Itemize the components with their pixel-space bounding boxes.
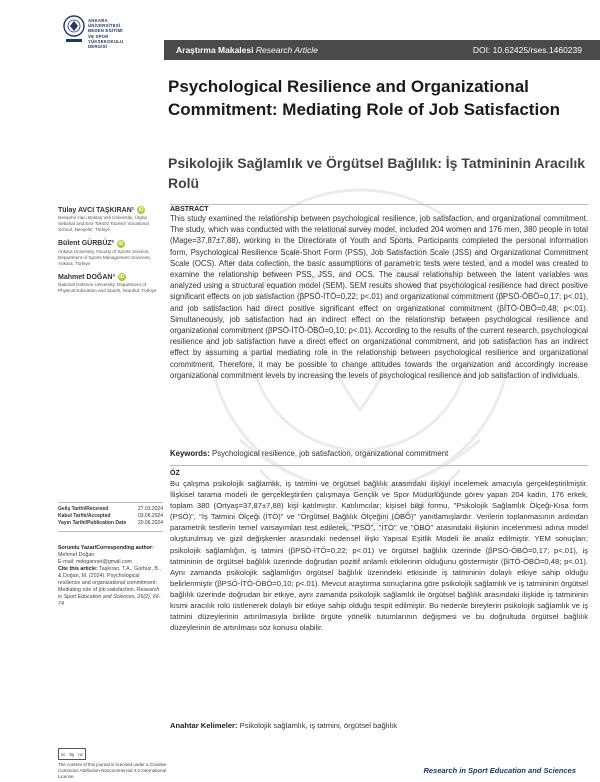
keywords: Keywords: Psychological resilience, job satisfaction, organizational commitment [170, 449, 449, 458]
orcid-icon[interactable]: iD [119, 274, 125, 281]
correspondence-block: Sorumlu Yazar/Corresponding author: Mehmet Doğan E-mail: mdogannet@gmail.com Cite this article: Taşkıran, T.A., Gürbüz, B., & Doğan, M. (2024). Psychological resilience and organizational commitment: Mediating role of job satisfaction. Research in Sport Education and Sciences, 26(2), 66-74 [58, 545, 163, 608]
oz-text: Bu çalışma psikolojik sağlamlık, iş tatmini ve örgütsel bağlılık arasındaki ilişkiyi incelemek amacıyla gerçekleştirilmiştir. İlişkisel tarama modeli ile gerçekleştirilen çalışmaya Gençlik ve Spor Müdürlüğünde görev yapan 204 kadın, 176 erkek, toplam 380 (Ortyaş=37,87±7,88) kişi katılmıştır. Katılımcılar; kişisel bilgi formu, "Psikolojik Sağlamlık Ölçeği-Kısa form (PSÖ)", "İş Tatmini Ölçeği (İTÖ)" ve "Örgütsel Bağlılık Ölçeğini (ÖBÖ)" yanıtlamışlardır. Verilerin toplanmasının ardından parametrik testlerin temel varsayımları test edilerek, "PSÖ", "İTÖ" ve "ÖBÖ" arasındaki ilişkinin incelenmesi adına model oluşturulmuş ve gizil değişkenler arasındaki nedensel ilişki Yapısal Eşitlik Modeli ile analiz edilmiştir. YEM sonuçları; psikolojik sağlamlığın, iş tatmini (βPSÖ-İTÖ=0,22; p<.01) ve örgütsel bağlılık üzerinde (βPSÖ-ÖBÖ=0,17; p<.01), iş tatmininin de örgütsel bağlılık üzerinde doğrudan pozitif anlamlı etkilerinin olduğunu göstermiştir (βİTÖ-ÖBÖ=0,48; p<.01). Aynı zamanda psikolojik sağlamlığın örgütsel bağlılık üzerindeki etkisinde iş tatmininin dolaylı etkiye sahip olduğu belirlenmiştir (βPSÖ-İTÖ-ÖBÖ=0,10; p<.01). Mevcut araştırma sonuçlarına göre psikolojik sağlamlık ve iş tatmininin örgütsel bağlılık üzerinde doğrudan bir etkiye, aynı zamanda psikolojik sağlamlık ile örgütsel bağlılık arasındaki ilişkide iş tatmininin kısmi aracılık rolü üstlenerek dolaylı bir etkiye sahip olduğu tespit edilmiştir. Bu nedenle bireylerin psikolojik sağlamlık ve iş tatmini düzeylerinin artırılmasıyla birlikte örgüte yönelik tutumlarının değişmesi ve bu doğrultuda örgütsel bağlılık düzeylerinin de artırılması söz konusu olabilir. [170, 479, 588, 633]
author-affiliation: Nevşehir Hacı Bektaş Veli University, Ürgüp Sebahat and Erol Toksöz Tourism Vocational School, Nevşehir, Türkiye [58, 215, 149, 233]
doi-link[interactable]: DOI: 10.62425/rses.1460239 [472, 45, 582, 55]
author-name[interactable]: Bülent GÜRBÜZ² [58, 240, 114, 248]
author-name[interactable]: Tülay AVCI TAŞKIRAN¹ [58, 206, 135, 214]
journal-logo-text: ANKARA ÜNİVERSİTESİ BEDEN EĞİTİMİ VE SPOR YÜKSEKOKULU DERGİSİ [88, 18, 124, 50]
journal-footer: Research in Sport Education and Sciences [423, 766, 576, 775]
author [58, 273, 163, 294]
author [58, 206, 163, 234]
university-seal-icon [62, 14, 86, 48]
author-affiliation: Ankara University, Faculty of Sports Science, Department of Sports Management Sciences, Ankara, Türkiye [58, 248, 151, 267]
divider [58, 531, 163, 532]
author-affiliation: National Defence University, Department of Physical Education and Sports, İstanbul, Türkiye [58, 282, 157, 294]
author-list [58, 206, 163, 301]
license-block [58, 748, 168, 780]
divider [58, 502, 163, 503]
license-text: The content of this journal is licensed under a Creative Commons Attribution-Noncommercial 4.0 International License. [58, 762, 167, 779]
anahtar-kelimeler: Anahtar Kelimeler: Psikolojik sağlamlık, iş tatmini, örgütsel bağlılık [170, 721, 398, 730]
article-type-banner [164, 40, 600, 60]
orcid-icon[interactable]: iD [138, 207, 144, 213]
oz-heading: ÖZ [170, 470, 180, 477]
article-dates: Geliş Tarihi/Received 27.03.2024 Kabul Tarihi/Accepted 03.06.2024 Yayın Tarihi/Publication Date 20.06.2024 [58, 506, 163, 526]
abstract-heading: ABSTRACT [170, 206, 209, 213]
article-type: Araştırma Makalesi Research Article [176, 45, 318, 55]
divider [170, 204, 588, 205]
orcid-icon[interactable]: iD [118, 240, 124, 247]
author-name[interactable]: Mahmet DOĞAN³ [58, 273, 115, 281]
article-subtitle: Psikolojik Sağlamlık ve Örgütsel Bağlılık: İş Tatmininin Aracılık Rolü [168, 155, 586, 191]
abstract-text: This study examined the relationship between psychological resilience, job satisfaction, and organizational commitment. The study, which was conducted with the relational survey model, included 204 women and 176 men, 380 people in total (Mage=37,87±7,88), working in the Directorate of Youth and Sports. Participants completed the personal information form, Psychological Resilience Scale-Short Form (PSS), Job Satisfaction Scale (JSS) and Organizational Commitment Scale (OCS). After data collection, the basic assumptions of parametric tests were tested, and a model was created to examine the relationship between PSS, JSS, and OCS. The causal relationship between the latent variables was analyzed using a structural equation model (SEM). SEM results showed that psychological resilience had direct positive significant effects on job satisfaction (βPSÖ-İTÖ=0,22; p<.01) and organizational commitment (βPSÖ-ÖBÖ=0,17; p<.01), and job satisfaction had direct positive significant effect on organizational commitment (βİTÖ-ÖBÖ=0,48; p<.01). Simultaneously, job satisfaction had an indirect effect on the relationship between psychological resilience and organizational commitment (βPSÖ-İTÖ-ÖBÖ=0,10; p<.01). According to the results of the current research, psychological resilience and job satisfaction have a direct effect on organizational commitment, and job satisfaction has an indirect effect by assuming a partial mediating role in the relationship between psychological resilience and organizational commitment. Therefore, it may be possible to change attitudes towards the organization and accordingly increase organizational commitment levels by increasing the levels of psychological resilience and job satisfaction of individuals. [170, 214, 588, 380]
divider [170, 465, 588, 466]
creative-commons-icon[interactable]: cc by nc [58, 748, 86, 760]
author [58, 240, 163, 268]
author-email[interactable]: E-mail: mdogannet@gmail.com [58, 559, 132, 565]
article-title: Psychological Resilience and Organizational Commitment: Mediating Role of Job Satisfaction [168, 77, 560, 119]
journal-logo [62, 14, 160, 66]
